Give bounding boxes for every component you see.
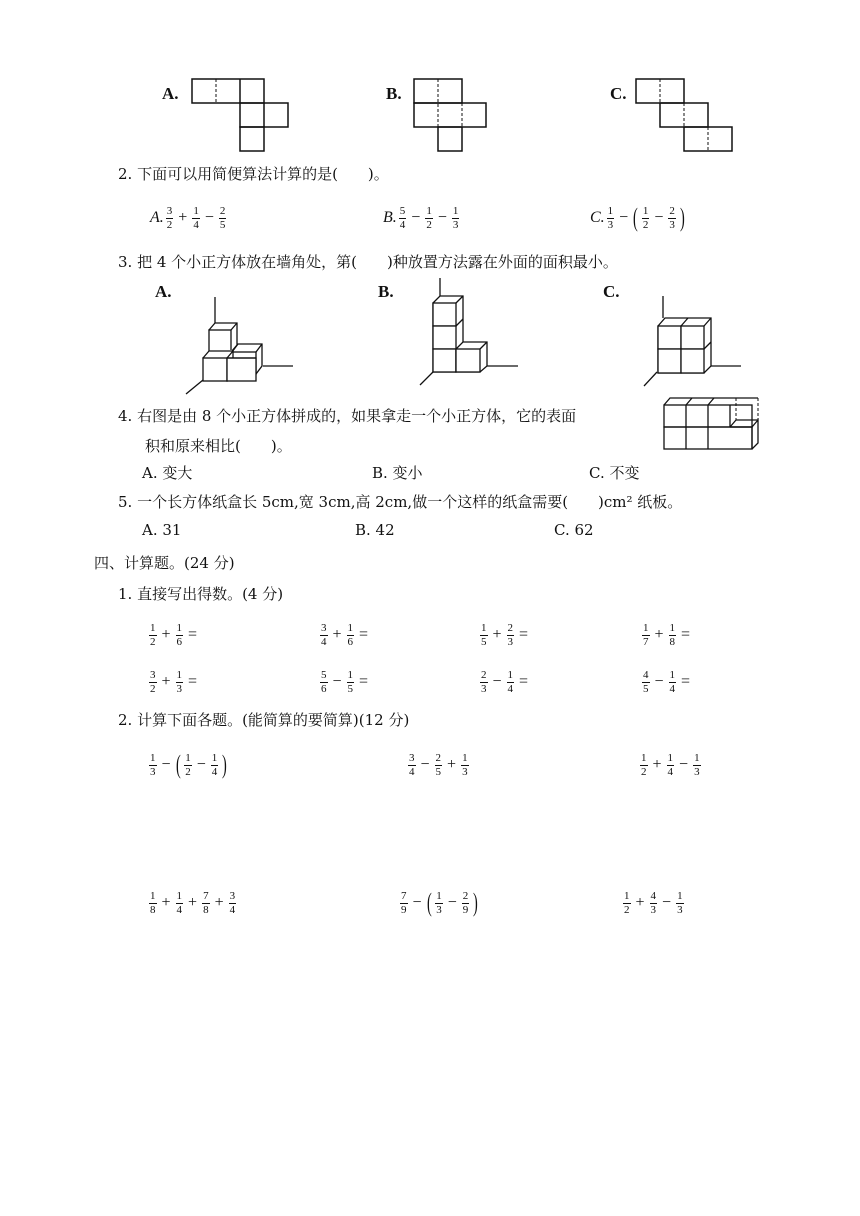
- parenthesis: (: [633, 203, 638, 232]
- operator: +: [161, 673, 171, 690]
- fraction: $\frac{2}{9}$: [462, 889, 469, 916]
- fraction: $\frac{4}{5}$: [643, 668, 649, 695]
- q2-option-c-label: C.: [590, 209, 605, 226]
- oral-problem: [478, 667, 531, 697]
- operator: −: [679, 756, 689, 773]
- parenthesis: (: [426, 888, 432, 917]
- operator: +: [161, 626, 171, 643]
- q5-stem: 5. 一个长方体纸盒长 5cm,宽 3cm,高 2cm,做一个这样的纸盒需要( )cm² 纸板。: [118, 493, 683, 511]
- fraction: $\frac{1}{4}$: [507, 668, 514, 695]
- operator: +: [214, 894, 224, 911]
- oral-problem: [640, 620, 693, 650]
- fraction: $\frac{3}{2}$: [150, 668, 156, 695]
- fraction: $\frac{7}{9}$: [401, 889, 407, 916]
- operator: −: [420, 756, 430, 773]
- fraction: $\frac{5}{4}$: [399, 204, 406, 231]
- section4-title: 四、计算题。(24 分): [94, 554, 235, 572]
- q5-option-b: B. 42: [355, 521, 395, 539]
- fraction: $\frac{1}{3}$: [436, 889, 442, 916]
- fraction: $\frac{2}{5}$: [219, 204, 226, 231]
- fraction: $\frac{1}{8}$: [150, 889, 156, 916]
- fraction: $\frac{2}{3}$: [507, 621, 514, 648]
- q1-option-c-label: C.: [610, 84, 627, 103]
- oral-problem: [147, 620, 200, 650]
- operator: −: [411, 209, 421, 226]
- operator: =: [681, 673, 691, 690]
- operator: −: [654, 209, 664, 226]
- parenthesis: ): [679, 203, 685, 232]
- fraction: $\frac{2}{3}$: [481, 668, 487, 695]
- operator: +: [635, 894, 645, 911]
- calc-problem: [406, 750, 471, 780]
- q3-option-a-label: A.: [155, 282, 172, 301]
- q3-stem: 3. 把 4 个小正方体放在墙角处，第( )种放置方法露在外面的面积最小。: [118, 253, 618, 271]
- q4-stem-line2: 积和原来相比( )。: [145, 437, 292, 455]
- fraction: $\frac{1}{5}$: [347, 668, 354, 695]
- fraction: $\frac{1}{4}$: [667, 751, 674, 778]
- fraction: $\frac{1}{5}$: [481, 621, 487, 648]
- parenthesis: ): [222, 750, 227, 779]
- operator: +: [161, 894, 171, 911]
- fraction: $\frac{3}{2}$: [166, 204, 173, 231]
- fraction: $\frac{1}{4}$: [176, 889, 183, 916]
- operator: =: [359, 673, 369, 690]
- fraction: $\frac{1}{6}$: [347, 621, 354, 648]
- fraction: $\frac{7}{8}$: [203, 889, 209, 916]
- operator: =: [188, 673, 198, 690]
- fraction: $\frac{4}{3}$: [650, 889, 657, 916]
- fraction: $\frac{1}{3}$: [462, 751, 468, 778]
- oral-problem: [478, 620, 531, 650]
- operator: −: [662, 894, 672, 911]
- fraction: $\frac{1}{3}$: [607, 204, 614, 231]
- fraction: $\frac{1}{2}$: [624, 889, 630, 916]
- fraction: $\frac{3}{4}$: [321, 621, 327, 648]
- fraction: $\frac{1}{2}$: [426, 204, 432, 231]
- fraction: $\frac{5}{6}$: [321, 668, 327, 695]
- operator: =: [519, 673, 529, 690]
- oral-problem: [318, 667, 371, 697]
- calc-problem: [147, 750, 229, 780]
- operator: −: [204, 209, 214, 226]
- fraction: $\frac{1}{2}$: [642, 204, 649, 231]
- q2-option-b-label: B.: [383, 209, 397, 226]
- fraction: $\frac{1}{3}$: [176, 668, 183, 695]
- q4-stem-line1: 4. 右图是由 8 个小正方体拼成的，如果拿走一个小正方体，它的表面: [118, 407, 577, 425]
- section4-sub1: 1. 直接写出得数。(4 分): [118, 585, 284, 603]
- operator: −: [412, 894, 422, 911]
- fraction: $\frac{1}{3}$: [452, 204, 459, 231]
- operator: −: [332, 673, 342, 690]
- operator: −: [492, 673, 502, 690]
- fraction: $\frac{1}{2}$: [150, 621, 156, 648]
- operator: −: [161, 756, 171, 773]
- parenthesis: ): [473, 888, 478, 917]
- calc-problem: [621, 888, 686, 918]
- operator: −: [654, 673, 664, 690]
- calc-problem: [147, 888, 238, 918]
- operator: −: [437, 209, 447, 226]
- q4-option-b: B. 变小: [372, 464, 423, 482]
- calc-problem: [398, 888, 480, 918]
- operator: =: [188, 626, 198, 643]
- fraction: $\frac{1}{2}$: [185, 751, 191, 778]
- fraction: $\frac{1}{2}$: [641, 751, 647, 778]
- operator: +: [492, 626, 502, 643]
- q4-option-c: C. 不变: [589, 464, 640, 482]
- q1-option-b-label: B.: [386, 84, 402, 103]
- operator: +: [652, 756, 662, 773]
- parenthesis: (: [175, 750, 181, 779]
- fraction: $\frac{1}{3}$: [694, 751, 700, 778]
- fraction: $\frac{3}{4}$: [409, 751, 415, 778]
- section4-sub2: 2. 计算下面各题。(能简算的要简算)(12 分): [118, 711, 410, 729]
- q2-option-a-label: A.: [150, 209, 164, 226]
- operator: =: [359, 626, 369, 643]
- q3-option-b-label: B.: [378, 282, 394, 301]
- operator: +: [188, 894, 198, 911]
- q1-option-a-label: A.: [162, 84, 179, 103]
- fraction: $\frac{2}{3}$: [669, 204, 675, 231]
- operator: +: [447, 756, 457, 773]
- operator: +: [654, 626, 664, 643]
- operator: +: [332, 626, 342, 643]
- fraction: $\frac{1}{7}$: [643, 621, 649, 648]
- oral-problem: [318, 620, 371, 650]
- fraction: $\frac{1}{3}$: [150, 751, 156, 778]
- q2-stem: 2. 下面可以用简便算法计算的是( )。: [118, 165, 389, 183]
- oral-problem: [640, 667, 693, 697]
- fraction: $\frac{3}{4}$: [229, 889, 236, 916]
- operator: −: [196, 756, 206, 773]
- q5-option-a: A. 31: [142, 521, 182, 539]
- q5-option-c: C. 62: [554, 521, 594, 539]
- operator: +: [178, 209, 188, 226]
- operator: −: [447, 894, 457, 911]
- fraction: $\frac{1}{4}$: [669, 668, 676, 695]
- fraction: $\frac{1}{8}$: [669, 621, 676, 648]
- calc-problem: [638, 750, 703, 780]
- q4-option-a: A. 变大: [142, 464, 193, 482]
- operator: −: [619, 209, 629, 226]
- q3-option-c-label: C.: [603, 282, 620, 301]
- operator: =: [519, 626, 529, 643]
- fraction: $\frac{2}{5}$: [435, 751, 442, 778]
- fraction: $\frac{1}{4}$: [193, 204, 199, 231]
- oral-problem: [147, 667, 200, 697]
- fraction: $\frac{1}{6}$: [176, 621, 183, 648]
- operator: =: [681, 626, 691, 643]
- fraction: $\frac{1}{4}$: [211, 751, 218, 778]
- q4-cuboid-diagram: [0, 0, 860, 460]
- fraction: $\frac{1}{3}$: [677, 889, 683, 916]
